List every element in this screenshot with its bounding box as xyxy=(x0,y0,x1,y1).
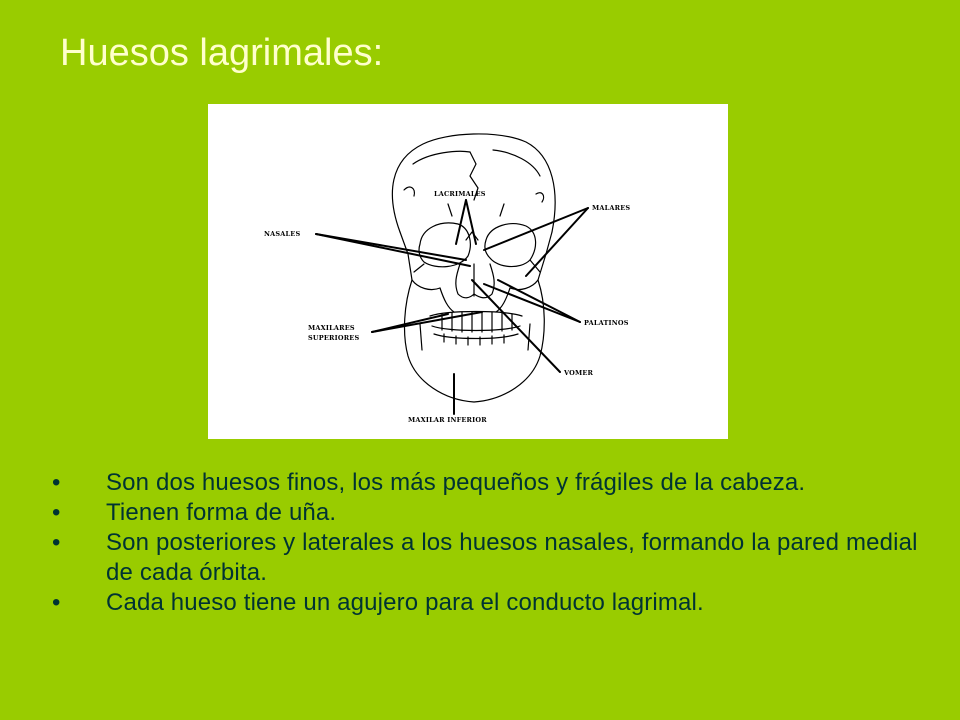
bullet-marker: • xyxy=(52,499,61,526)
leader-palatinos-1 xyxy=(498,280,580,322)
bullet-item xyxy=(52,498,932,528)
leader-palatinos-2 xyxy=(484,284,580,322)
label-lacrimales: LACRIMALES xyxy=(434,190,486,198)
skull-diagram xyxy=(208,104,728,439)
bullet-list xyxy=(52,468,932,618)
bullet-marker: • xyxy=(52,589,61,616)
leader-maxilares-2 xyxy=(372,312,482,332)
leader-lacrimales-1 xyxy=(456,200,466,244)
leader-lines xyxy=(316,200,588,414)
label-vomer: VOMER xyxy=(564,369,594,377)
leader-nasales-2 xyxy=(316,234,470,266)
bullet-item xyxy=(52,588,932,618)
bullet-text: Son posteriores y laterales a los huesos nasales, formando la pared medial de cada órbita. xyxy=(106,529,918,586)
label-maxilar-inferior: MAXILAR INFERIOR xyxy=(408,416,487,424)
bullet-marker: • xyxy=(52,529,61,556)
slide-title: Huesos lagrimales: xyxy=(60,32,384,74)
label-superiores: SUPERIORES xyxy=(308,334,360,342)
label-malares: MALARES xyxy=(592,204,631,212)
leader-vomer xyxy=(472,280,560,372)
bullet-text: Son dos huesos finos, los más pequeños y frágiles de la cabeza. xyxy=(106,469,806,496)
bullet-text: Tienen forma de uña. xyxy=(106,499,337,526)
bullet-text: Cada hueso tiene un agujero para el conducto lagrimal. xyxy=(106,589,704,616)
bullet-item xyxy=(52,528,932,588)
skull-outline xyxy=(392,134,555,402)
label-maxilares: MAXILARES xyxy=(308,324,355,332)
label-nasales: NASALES xyxy=(264,230,301,238)
label-palatinos: PALATINOS xyxy=(584,319,629,327)
bullet-item xyxy=(52,468,932,498)
bullet-marker: • xyxy=(52,469,61,496)
